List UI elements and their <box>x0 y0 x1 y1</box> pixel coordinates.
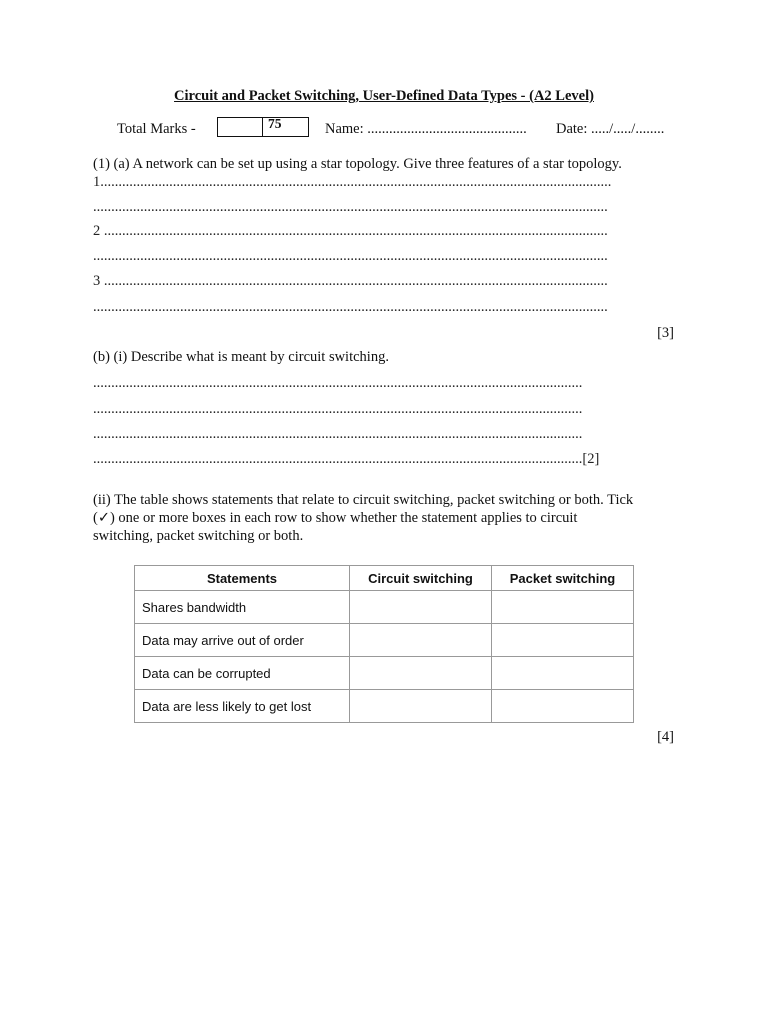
q1bi-answer-line-4[interactable]: .......................................................................................................................................[2] <box>93 451 600 467</box>
page-title: Circuit and Packet Switching, User-Defined Data Types - (A2 Level) <box>174 88 594 104</box>
q1a-marks: [3] <box>657 325 674 341</box>
table-row <box>135 657 634 690</box>
q1bi-answer-line-2[interactable]: ....................................................................................................................................... <box>93 401 583 417</box>
q1a-answer-line-3b[interactable]: .............................................................................................................................................. <box>93 299 608 315</box>
total-marks-box <box>217 117 309 137</box>
statement-cell: Data may arrive out of order <box>135 624 350 657</box>
q1a-prompt: (1) (a) A network can be set up using a star topology. Give three features of a star topology. <box>93 156 622 172</box>
table-row <box>135 624 634 657</box>
q1a-answer-line-2[interactable]: 2 ........................................................................................................................................... <box>93 223 608 239</box>
statement-cell: Shares bandwidth <box>135 591 350 624</box>
circuit-tick-box[interactable] <box>350 624 492 657</box>
table-row <box>135 591 634 624</box>
q1bii-prompt-line-1: (ii) The table shows statements that relate to circuit switching, packet switching or both. Tick <box>93 492 634 508</box>
q1a-answer-line-1[interactable]: 1............................................................................................................................................. <box>93 174 612 190</box>
circuit-tick-box[interactable] <box>350 591 492 624</box>
q1a-answer-line-2b[interactable]: .............................................................................................................................................. <box>93 248 608 264</box>
packet-tick-box[interactable] <box>492 591 634 624</box>
header-circuit-switching: Circuit switching <box>350 566 492 591</box>
circuit-tick-box[interactable] <box>350 657 492 690</box>
statement-cell: Data can be corrupted <box>135 657 350 690</box>
packet-tick-box[interactable] <box>492 657 634 690</box>
header-statements: Statements <box>135 566 350 591</box>
circuit-tick-box[interactable] <box>350 690 492 723</box>
total-marks-box-divider <box>262 117 263 137</box>
table-row <box>135 690 634 723</box>
q1bii-prompt-line-3: switching, packet switching or both. <box>93 528 304 544</box>
packet-tick-box[interactable] <box>492 624 634 657</box>
q1bii-prompt-line-2: (✓) one or more boxes in each row to show whether the statement applies to circuit <box>93 510 578 526</box>
table-header-row <box>135 566 634 591</box>
name-field[interactable]: Name: ............................................ <box>325 121 527 137</box>
statement-cell: Data are less likely to get lost <box>135 690 350 723</box>
q1a-answer-line-1b[interactable]: .............................................................................................................................................. <box>93 199 608 215</box>
header-packet-switching: Packet switching <box>492 566 634 591</box>
date-field[interactable]: Date: ...../...../........ <box>556 121 665 137</box>
q1a-answer-line-3[interactable]: 3 ........................................................................................................................................... <box>93 273 608 289</box>
q1bi-prompt: (b) (i) Describe what is meant by circuit switching. <box>93 349 389 365</box>
total-marks-label: Total Marks - <box>117 121 196 137</box>
q1bii-marks: [4] <box>657 729 674 745</box>
q1bi-answer-line-1[interactable]: ....................................................................................................................................... <box>93 375 583 391</box>
q1bi-answer-line-3[interactable]: ....................................................................................................................................... <box>93 426 583 442</box>
statements-table <box>134 565 634 723</box>
packet-tick-box[interactable] <box>492 690 634 723</box>
total-marks-value: 75 <box>268 116 282 131</box>
